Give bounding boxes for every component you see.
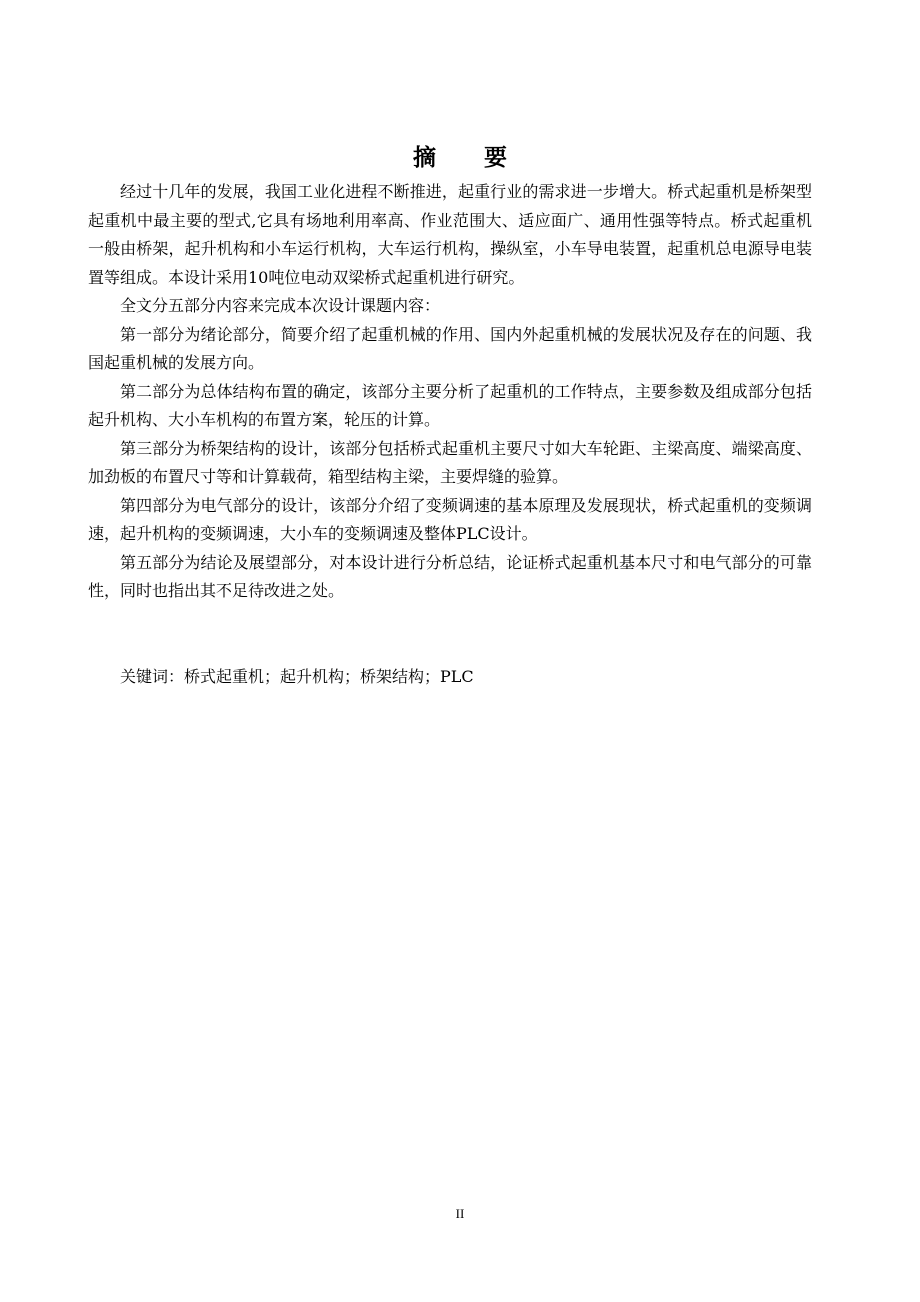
abstract-keywords: 关键词：桥式起重机；起升机构；桥架结构；PLC (120, 667, 474, 686)
page-number: II (455, 1206, 465, 1221)
abstract-paragraph-part-one: 第一部分为绪论部分，简要介绍了起重机械的作用、国内外起重机械的发展状况及存在的问题、我国起重机械的发展方向。 (88, 324, 812, 372)
abstract-paragraph-part-two: 第二部分为总体结构布置的确定，该部分主要分析了起重机的工作特点，主要参数及组成部分包括起升机构、大小车机构的布置方案，轮压的计算。 (88, 381, 812, 429)
abstract-paragraph-structure: 全文分五部分内容来完成本次设计课题内容： (120, 296, 441, 315)
abstract-paragraph-part-four: 第四部分为电气部分的设计，该部分介绍了变频调速的基本原理及发展现状，桥式起重机的变频调速，起升机构的变频调速，大小车的变频调速及整体PLC设计。 (88, 495, 812, 543)
abstract-paragraph-part-five: 第五部分为结论及展望部分，对本设计进行分析总结，论证桥式起重机基本尺寸和电气部分的可靠性，同时也指出其不足待改进之处。 (88, 552, 812, 600)
abstract-body (88, 178, 812, 606)
abstract-paragraph-part-three: 第三部分为桥架结构的设计，该部分包括桥式起重机主要尺寸如大车轮距、主梁高度、端梁高度、加劲板的布置尺寸等和计算载荷，箱型结构主梁，主要焊缝的验算。 (88, 438, 812, 486)
abstract-title: 摘 要 (412, 145, 527, 171)
abstract-paragraph-intro: 经过十几年的发展，我国工业化进程不断推进，起重行业的需求进一步增大。桥式起重机是桥架型起重机中最主要的型式,它具有场地利用率高、作业范围大、适应面广、通用性强等特点。桥式起重机一般由桥架，起升机构和小车运行机构，大车运行机构，操纵室，小车导电装置，起重机总电源导电装置等组成。本设计采用10吨位电动双梁桥式起重机进行研究。 (88, 182, 812, 287)
